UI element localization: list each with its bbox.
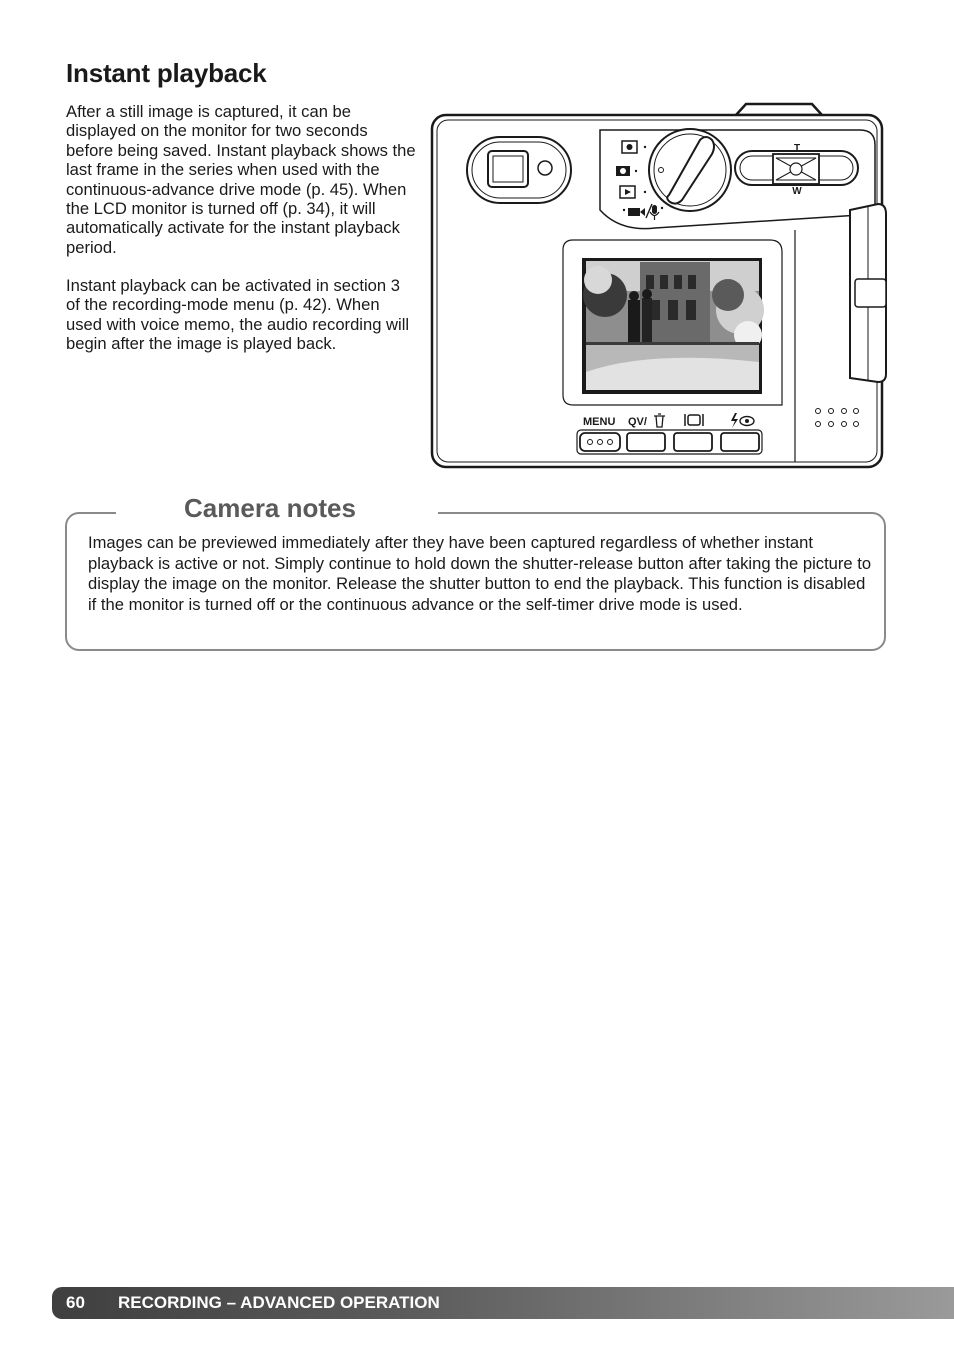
camera-notes-text: Images can be previewed immediately after they have been captured regardless of whether instant playback is active or not. Simply continue to hold down the shutter-release button after taking the picture to display the image on the monitor. Release the shutter button to end the playback. This function is disabled if the monitor is turned off or the continuous advance or the self-timer drive mode is used. [88,533,872,614]
camera-back-illustration [428,100,888,472]
mode-dial-icon [649,129,731,211]
page-number: 60 [66,1293,85,1312]
intro-paragraph: After a still image is captured, it can be displayed on the monitor for two seconds before being saved. Instant playback shows the last frame in the series when used with the continuous-advance drive mode (p. 45). When the LCD monitor is turned off (p. 34), it will automatically activate for the instant playback period. [66,102,416,257]
page-title: Instant playback [66,58,267,88]
zoom-tele-label: T [793,143,801,154]
section-title: RECORDING – ADVANCED OPERATION [118,1293,440,1312]
menu-label: MENU [583,416,616,428]
camera-notes-title: Camera notes [184,493,356,523]
qv-label: QV/ [628,416,647,428]
zoom-wide-label: W [792,186,802,197]
activation-paragraph: Instant playback can be activated in section 3 of the recording-mode menu (p. 42). When used with voice memo, the audio recording will begin after the image is played back. [66,276,410,354]
page-footer [52,1287,954,1319]
